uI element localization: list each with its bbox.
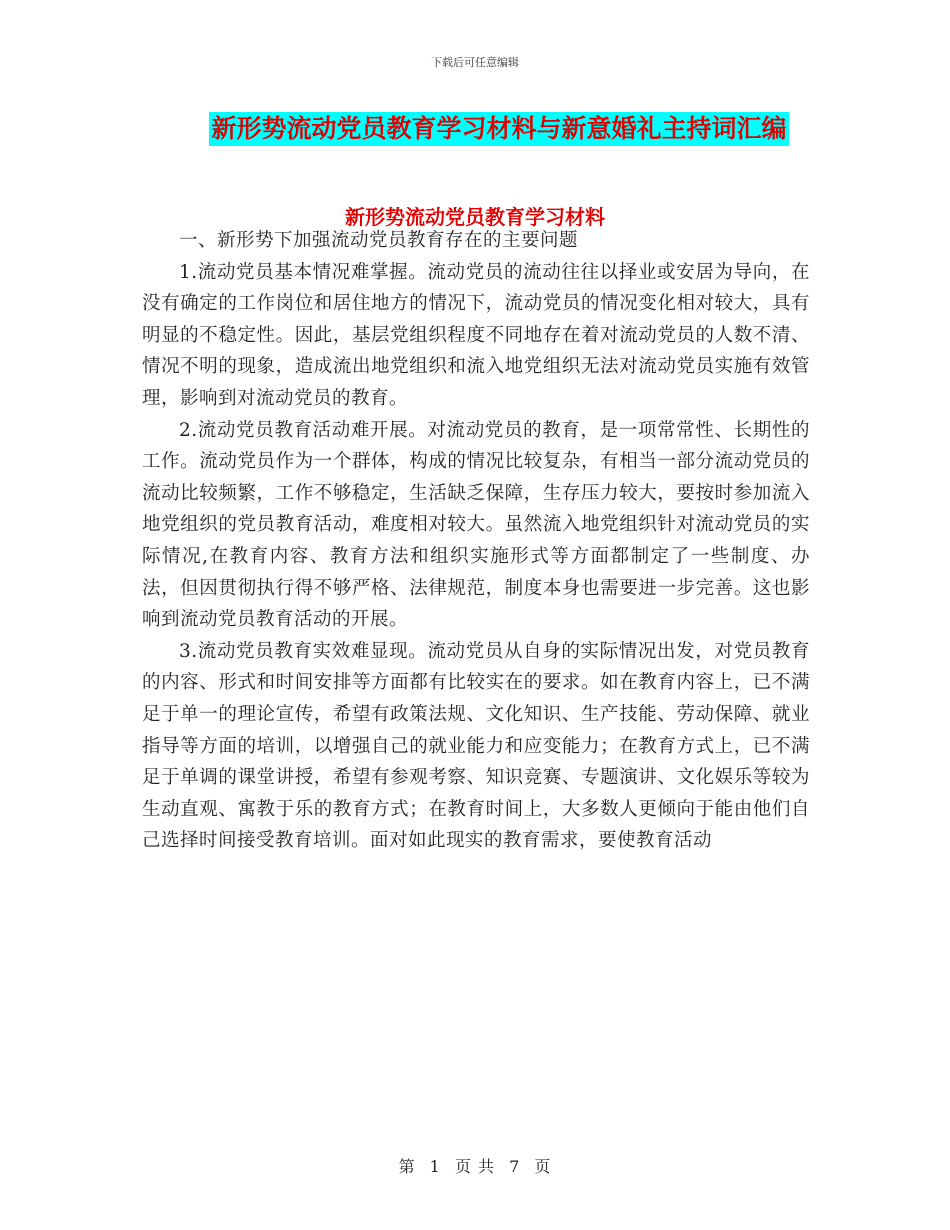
main-title-container bbox=[0, 112, 950, 146]
footer-suffix: 页 bbox=[534, 1157, 552, 1176]
main-title: 新形势流动党员教育学习材料与新意婚礼主持词汇编 bbox=[209, 112, 788, 146]
document-body bbox=[142, 225, 810, 857]
paragraph-1: 1.流动党员基本情况难掌握。流动党员的流动往往以择业或安居为导向，在没有确定的工作岗位和居住地方的情况下，流动党员的情况变化相对较大，具有明显的不稳定性。因此，基层党组织程度不同地存在着对流动党员的人数不清、情况不明的现象，造成流出地党组织和流入地党组织无法对流动党员实施有效管理，影响到对流动党员的教育。 bbox=[142, 261, 810, 409]
section-title: 新形势流动党员教育学习材料 bbox=[345, 205, 605, 229]
footer-prefix: 第 bbox=[398, 1157, 416, 1176]
page-footer bbox=[0, 1154, 950, 1177]
footer-total-pages: 7 bbox=[509, 1157, 521, 1176]
paragraph-3: 3.流动党员教育实效难显现。流动党员从自身的实际情况出发，对党员教育的内容、形式和时间安排等方面都有比较实在的要求。如在教育内容上，已不满足于单一的理论宣传，希望有政策法规、文化知识、生产技能、劳动保障、就业指导等方面的培训，以增强自己的就业能力和应变能力；在教育方式上，已不满足于单调的课堂讲授，希望有参观考察、知识竞赛、专题演讲、文化娱乐等较为生动直观、寓教于乐的教育方式；在教育时间上，大多数人更倾向于能由他们自己选择时间接受教育培训。面对如此现实的教育需求，要使教育活动 bbox=[142, 640, 810, 852]
page-header-note: 下载后可任意编辑 bbox=[431, 56, 519, 69]
section-heading: 一、新形势下加强流动党员教育存在的主要问题 bbox=[179, 230, 579, 251]
footer-mid: 页 共 bbox=[454, 1157, 496, 1176]
paragraph-2: 2.流动党员教育活动难开展。对流动党员的教育，是一项常常性、长期性的工作。流动党员作为一个群体，构成的情况比较复杂，有相当一部分流动党员的流动比较频繁，工作不够稳定，生活缺乏保障，生存压力较大，要按时参加流入地党组织的党员教育活动，难度相对较大。虽然流入地党组织针对流动党员的实际情况,在教育内容、教育方法和组织实施形式等方面都制定了一些制度、办法，但因贯彻执行得不够严格、法律规范，制度本身也需要进一步完善。这也影响到流动党员教育活动的开展。 bbox=[142, 419, 810, 631]
footer-page-number: 1 bbox=[429, 1157, 441, 1176]
